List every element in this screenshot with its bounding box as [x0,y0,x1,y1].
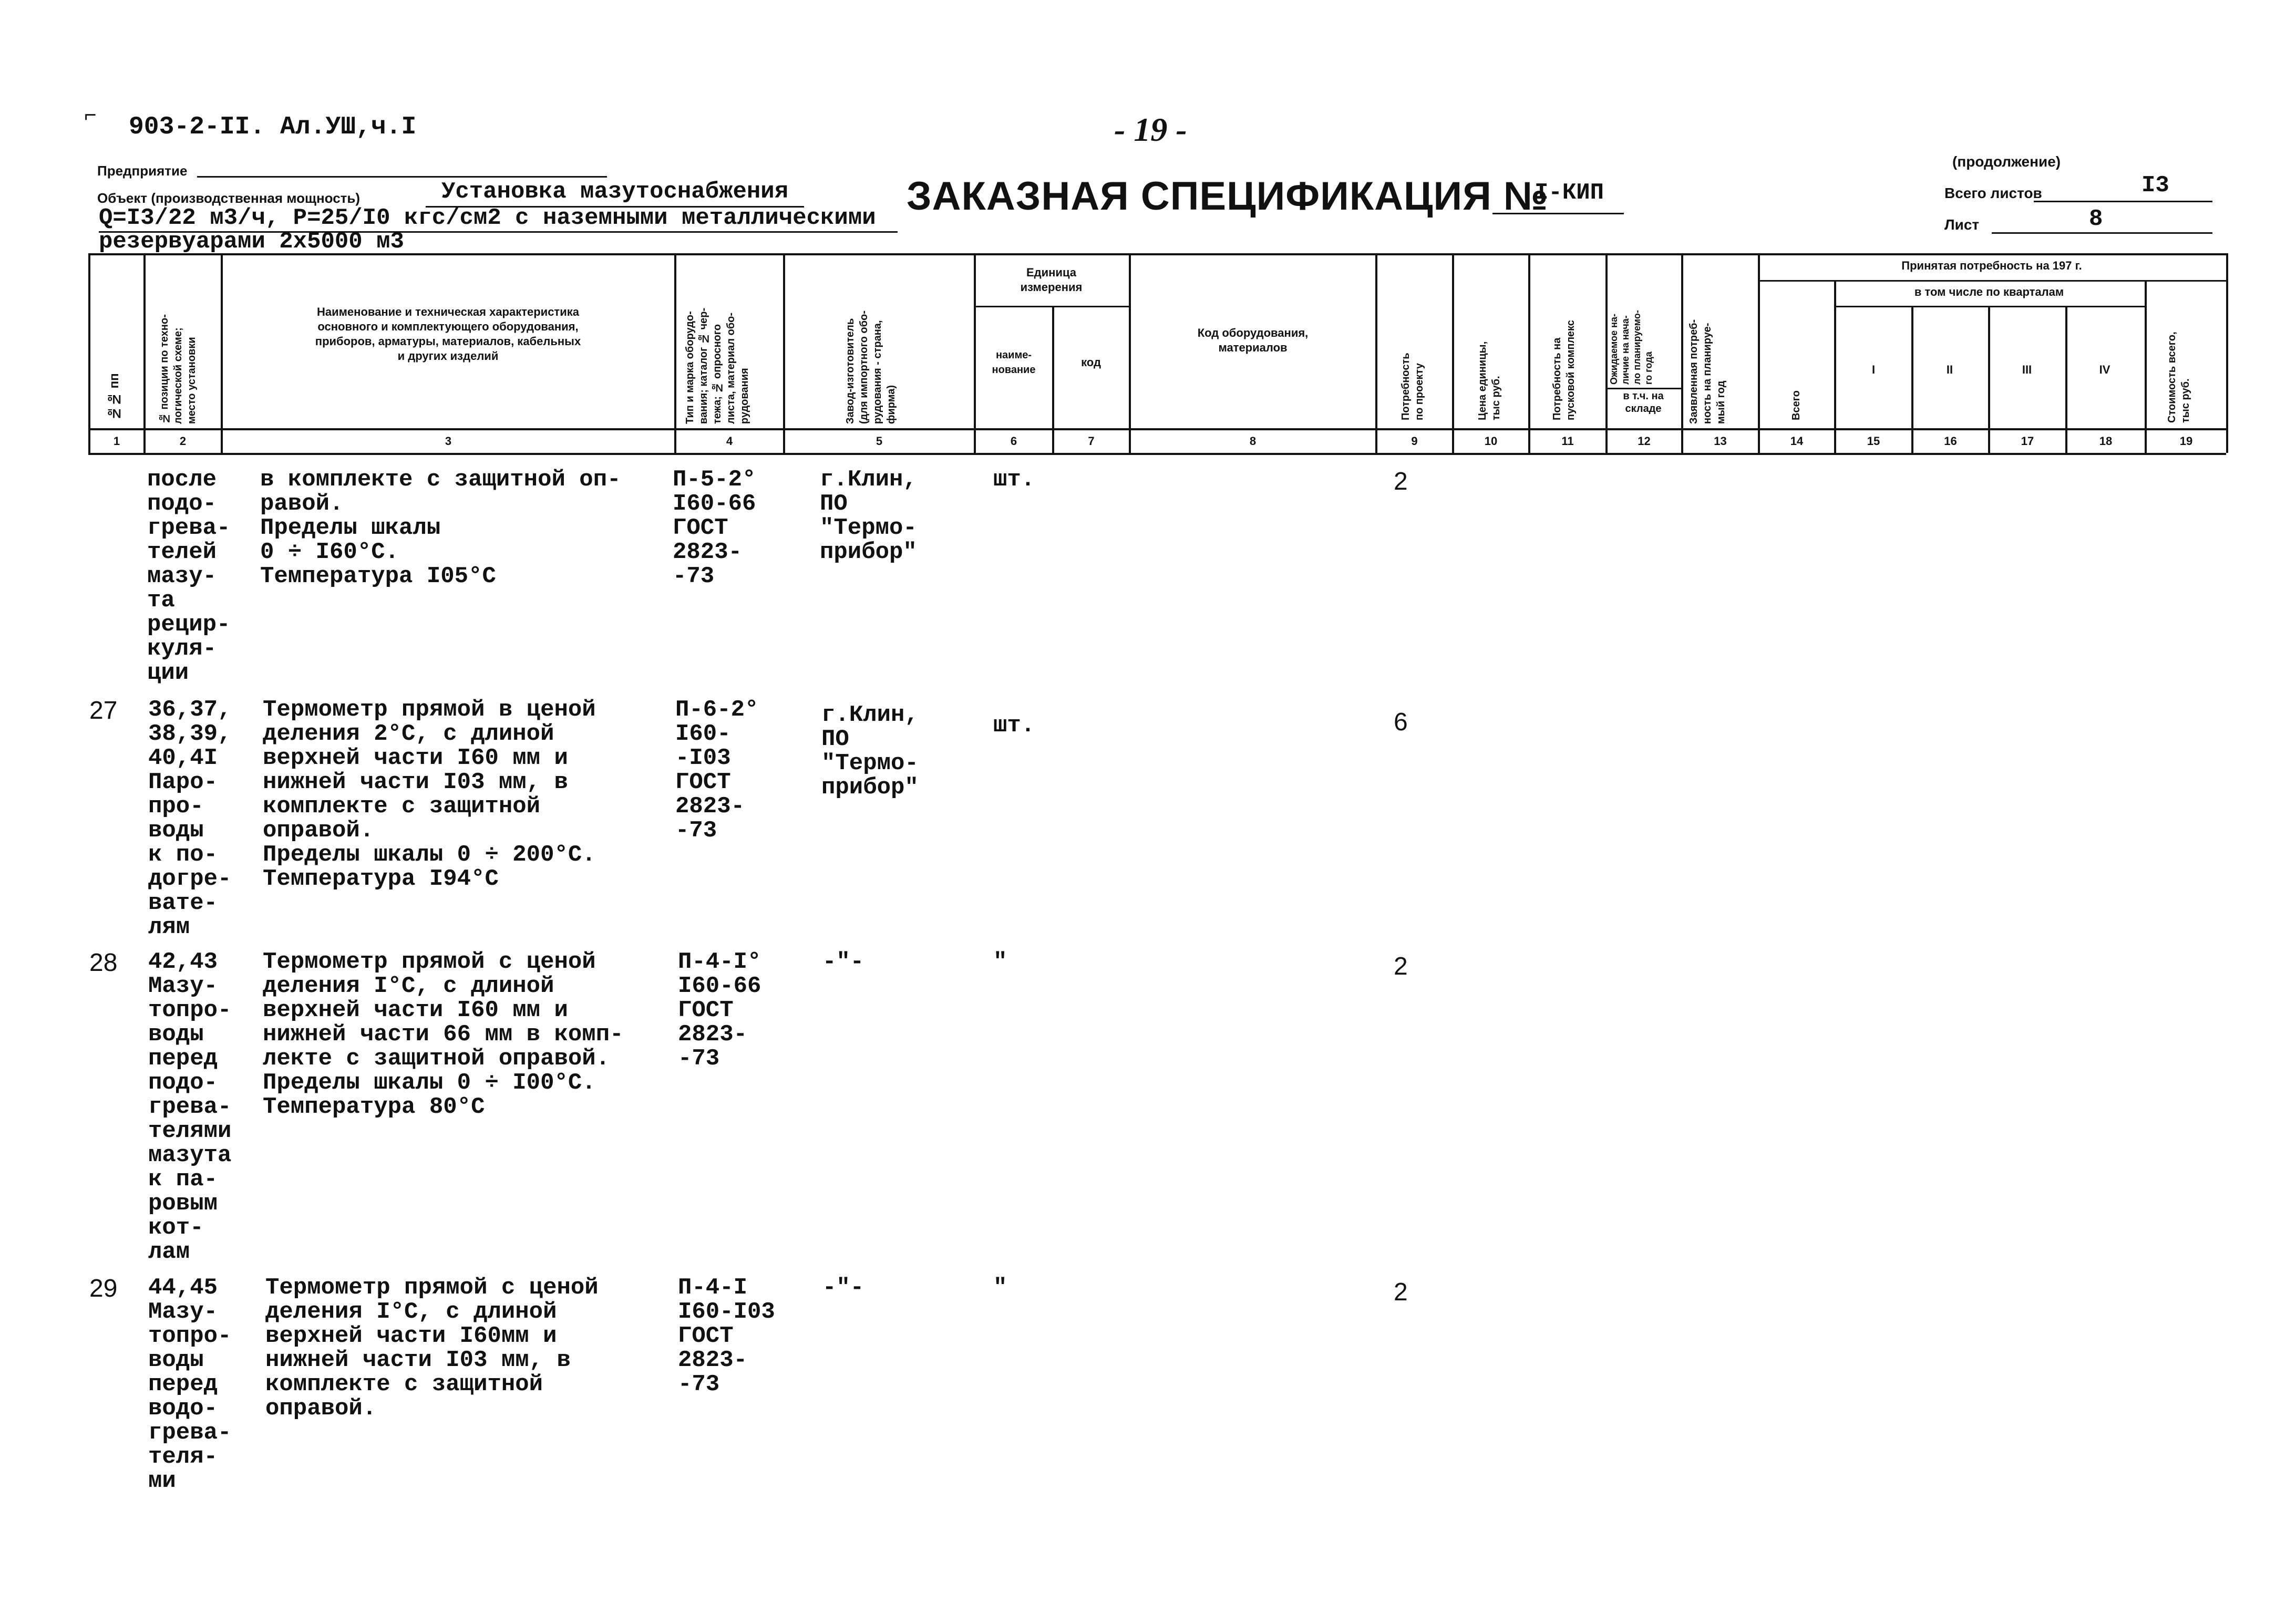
total-sheets-underline [2034,201,2212,202]
row-quantity: 2 [1394,468,1408,495]
colnum-16: 16 [1944,434,1957,448]
row-position: 44,45 Мазу- топро- воды перед водо- грева- теля- ми [148,1275,232,1494]
row-maker: -"- [822,949,864,975]
header-quarter-1: I [1871,363,1876,376]
col-border-18 [2145,280,2147,453]
col-border-12 [1681,253,1683,453]
row-type: П-4-I I60-I03 ГОСТ 2823- -73 [678,1275,775,1398]
row-position: 42,43 Мазу- топро- воды перед подо- грева- телями мазута к па- ровым кот- лам [148,949,232,1265]
row-type: П-6-2° I60- -I03 ГОСТ 2823- -73 [675,697,759,844]
sheet-underline [1992,232,2212,234]
header-quarter-4: IV [2099,363,2110,376]
header-name: Наименование и техническая характеристика основного и комплектующего оборудования, приборов, арматуры, материалов, кабельных и других изделий [315,305,581,363]
accepted-sub-border-1 [1758,280,2226,282]
row-name: Термометр прямой в ценой деления 2°C, с длиной верхней части I60 мм и нижней части I03 мм, в комплекте с защитной оправой. Пределы шкалы 0 ÷ 200°C. Температура I94°C [263,697,596,892]
enterprise-label: Предприятие [97,163,188,179]
enterprise-underline [197,176,607,178]
col-border-9 [1452,253,1454,453]
header-equipment-code: Код оборудования, материалов [1197,326,1309,354]
corner-mark: ⌐ [84,105,97,129]
col-border-10 [1528,253,1530,453]
colnum-12: 12 [1638,434,1651,448]
header-unit-price: Цена единицы, тыс руб. [1477,341,1502,420]
row-name: в комплекте с защитной оп- равой. Пределы шкалы 0 ÷ I60°C. Температура I05°C [260,467,621,589]
header-accepted-need: Принятая потребность на 197 г. [1901,259,2082,272]
continuation-label: (продолжение) [1952,153,2061,170]
row-type: П-5-2° I60-66 ГОСТ 2823- -73 [673,467,756,589]
row-unit: " [993,949,1007,975]
header-position: № позиции по техно- логической схеме; место установки [159,314,198,424]
row-number: 28 [89,949,118,977]
row-position: после подо- грева- телей мазу- та рецир- куля- ции [147,467,231,686]
header-unit-code: код [1081,356,1101,369]
colnum-4: 4 [726,434,733,448]
col-border-13 [1758,253,1760,453]
colnum-13: 13 [1714,434,1727,448]
row-quantity: 2 [1394,953,1408,980]
row-quantity: 6 [1394,708,1408,736]
col-border-2 [221,253,223,453]
object-label: Объект (производственная мощность) [97,190,361,206]
sheet-label: Лист [1944,216,1980,233]
colnum-10: 10 [1484,434,1498,448]
header-startup-need: Потребность на пусковой комплекс [1551,320,1577,420]
col-border-8 [1375,253,1377,453]
sheet-value: 8 [2089,206,2103,232]
row-number: 29 [89,1275,118,1302]
header-quarter-3: III [2022,363,2032,376]
colnum-11: 11 [1561,434,1574,448]
colnum-7: 7 [1088,434,1095,448]
col-border-7 [1129,253,1131,453]
colnum-bottom-border [88,453,2226,455]
header-unit-name: наиме- нование [992,349,1036,376]
total-sheets-label: Всего листов [1944,185,2042,201]
col-border-3 [674,253,676,453]
row-maker: г.Клин, ПО "Термо- прибор" [821,702,919,801]
col-border-0 [88,253,90,453]
colnum-8: 8 [1249,434,1257,448]
row-position: 36,37, 38,39, 40,4I Паро- про- воды к по- догре- вате- лям [148,697,232,940]
colnum-9: 9 [1411,434,1418,448]
stock-sub-border [1605,388,1681,389]
colnum-17: 17 [2021,434,2034,448]
object-value-line-1: Установка мазутоснабжения [441,179,789,205]
header-bottom-border [88,428,2226,430]
row-unit: шт. [993,467,1035,493]
header-type: Тип и марка оборудо- вания; каталог № чер- тежа; № опросного листа, материал обо- рудования [684,307,750,424]
colnum-3: 3 [445,434,452,448]
row-type: П-4-I° I60-66 ГОСТ 2823- -73 [678,949,761,1072]
page-number: - 19 - [1114,111,1187,148]
row-unit: " [993,1275,1007,1301]
header-in-stock: в т.ч. на складе [1623,390,1664,415]
colnum-14: 14 [1790,434,1804,448]
spec-title: ЗАКАЗНАЯ СПЕЦИФИКАЦИЯ № [907,174,1549,219]
colnum-1: 1 [113,434,120,448]
col-border-19 [2226,253,2228,453]
colnum-18: 18 [2099,434,2113,448]
object-value-line-2: Q=I3/22 м3/ч, P=25/I0 кгс/см2 с наземными металлическими [99,205,876,231]
colnum-19: 19 [2179,434,2193,448]
colnum-6: 6 [1010,434,1017,448]
header-top-border [88,253,2226,255]
spec-number-underline [1492,213,1624,214]
object-value-line-3: резервуарами 2х5000 м3 [99,229,404,255]
unit-sub-border [974,306,1129,307]
row-name: Термометр прямой с ценой деления I°C, с длиной верхней части I60 мм и нижней части 66 мм в комп- лекте с защитной оправой. Пределы шкалы 0 ÷ I00°C. Температура 80°C [263,949,624,1120]
colnum-2: 2 [179,434,187,448]
spec-number: I-КИП [1535,180,1604,206]
row-name: Термометр прямой с ценой деления I°C, с длиной верхней части I60мм и нижней части I03 мм, в комплекте с защитной оправой. [265,1275,599,1422]
row-number: 27 [89,697,118,725]
col-border-5 [974,253,976,453]
header-total: Всего [1790,390,1802,420]
document-code: 903-2-II. Ал.УШ,ч.I [129,113,417,141]
row-quantity: 2 [1394,1278,1408,1306]
row-maker: -"- [822,1275,864,1301]
header-quarter-2: II [1946,363,1953,376]
header-declared-need: Заявленная потреб- ность на планируе- мый год [1688,319,1727,424]
col-border-1 [143,253,146,453]
header-maker: Завод-изготовитель (для импортного обо- рудования - страна, фирма) [845,310,897,424]
col-border-4 [783,253,785,453]
header-project-need: Потребность по проекту [1400,353,1425,420]
header-unit: Единица измерения [1020,266,1083,294]
row-maker: г.Клин, ПО "Термо- прибор" [820,467,917,565]
header-total-cost: Стоимость всего, тыс руб. [2166,332,2191,423]
header-expected-stock: Ожидаемое на- личие на нача- ло планируемо- го года [1609,310,1654,385]
row-unit: шт. [993,712,1035,739]
header-row-number: №№ пп [107,373,121,420]
col-border-14 [1834,280,1836,453]
colnum-5: 5 [876,434,883,448]
header-quarters: в том числе по кварталам [1914,285,2064,298]
total-sheets-value: I3 [2141,172,2169,199]
colnum-15: 15 [1867,434,1880,448]
col-border-11 [1605,253,1608,453]
